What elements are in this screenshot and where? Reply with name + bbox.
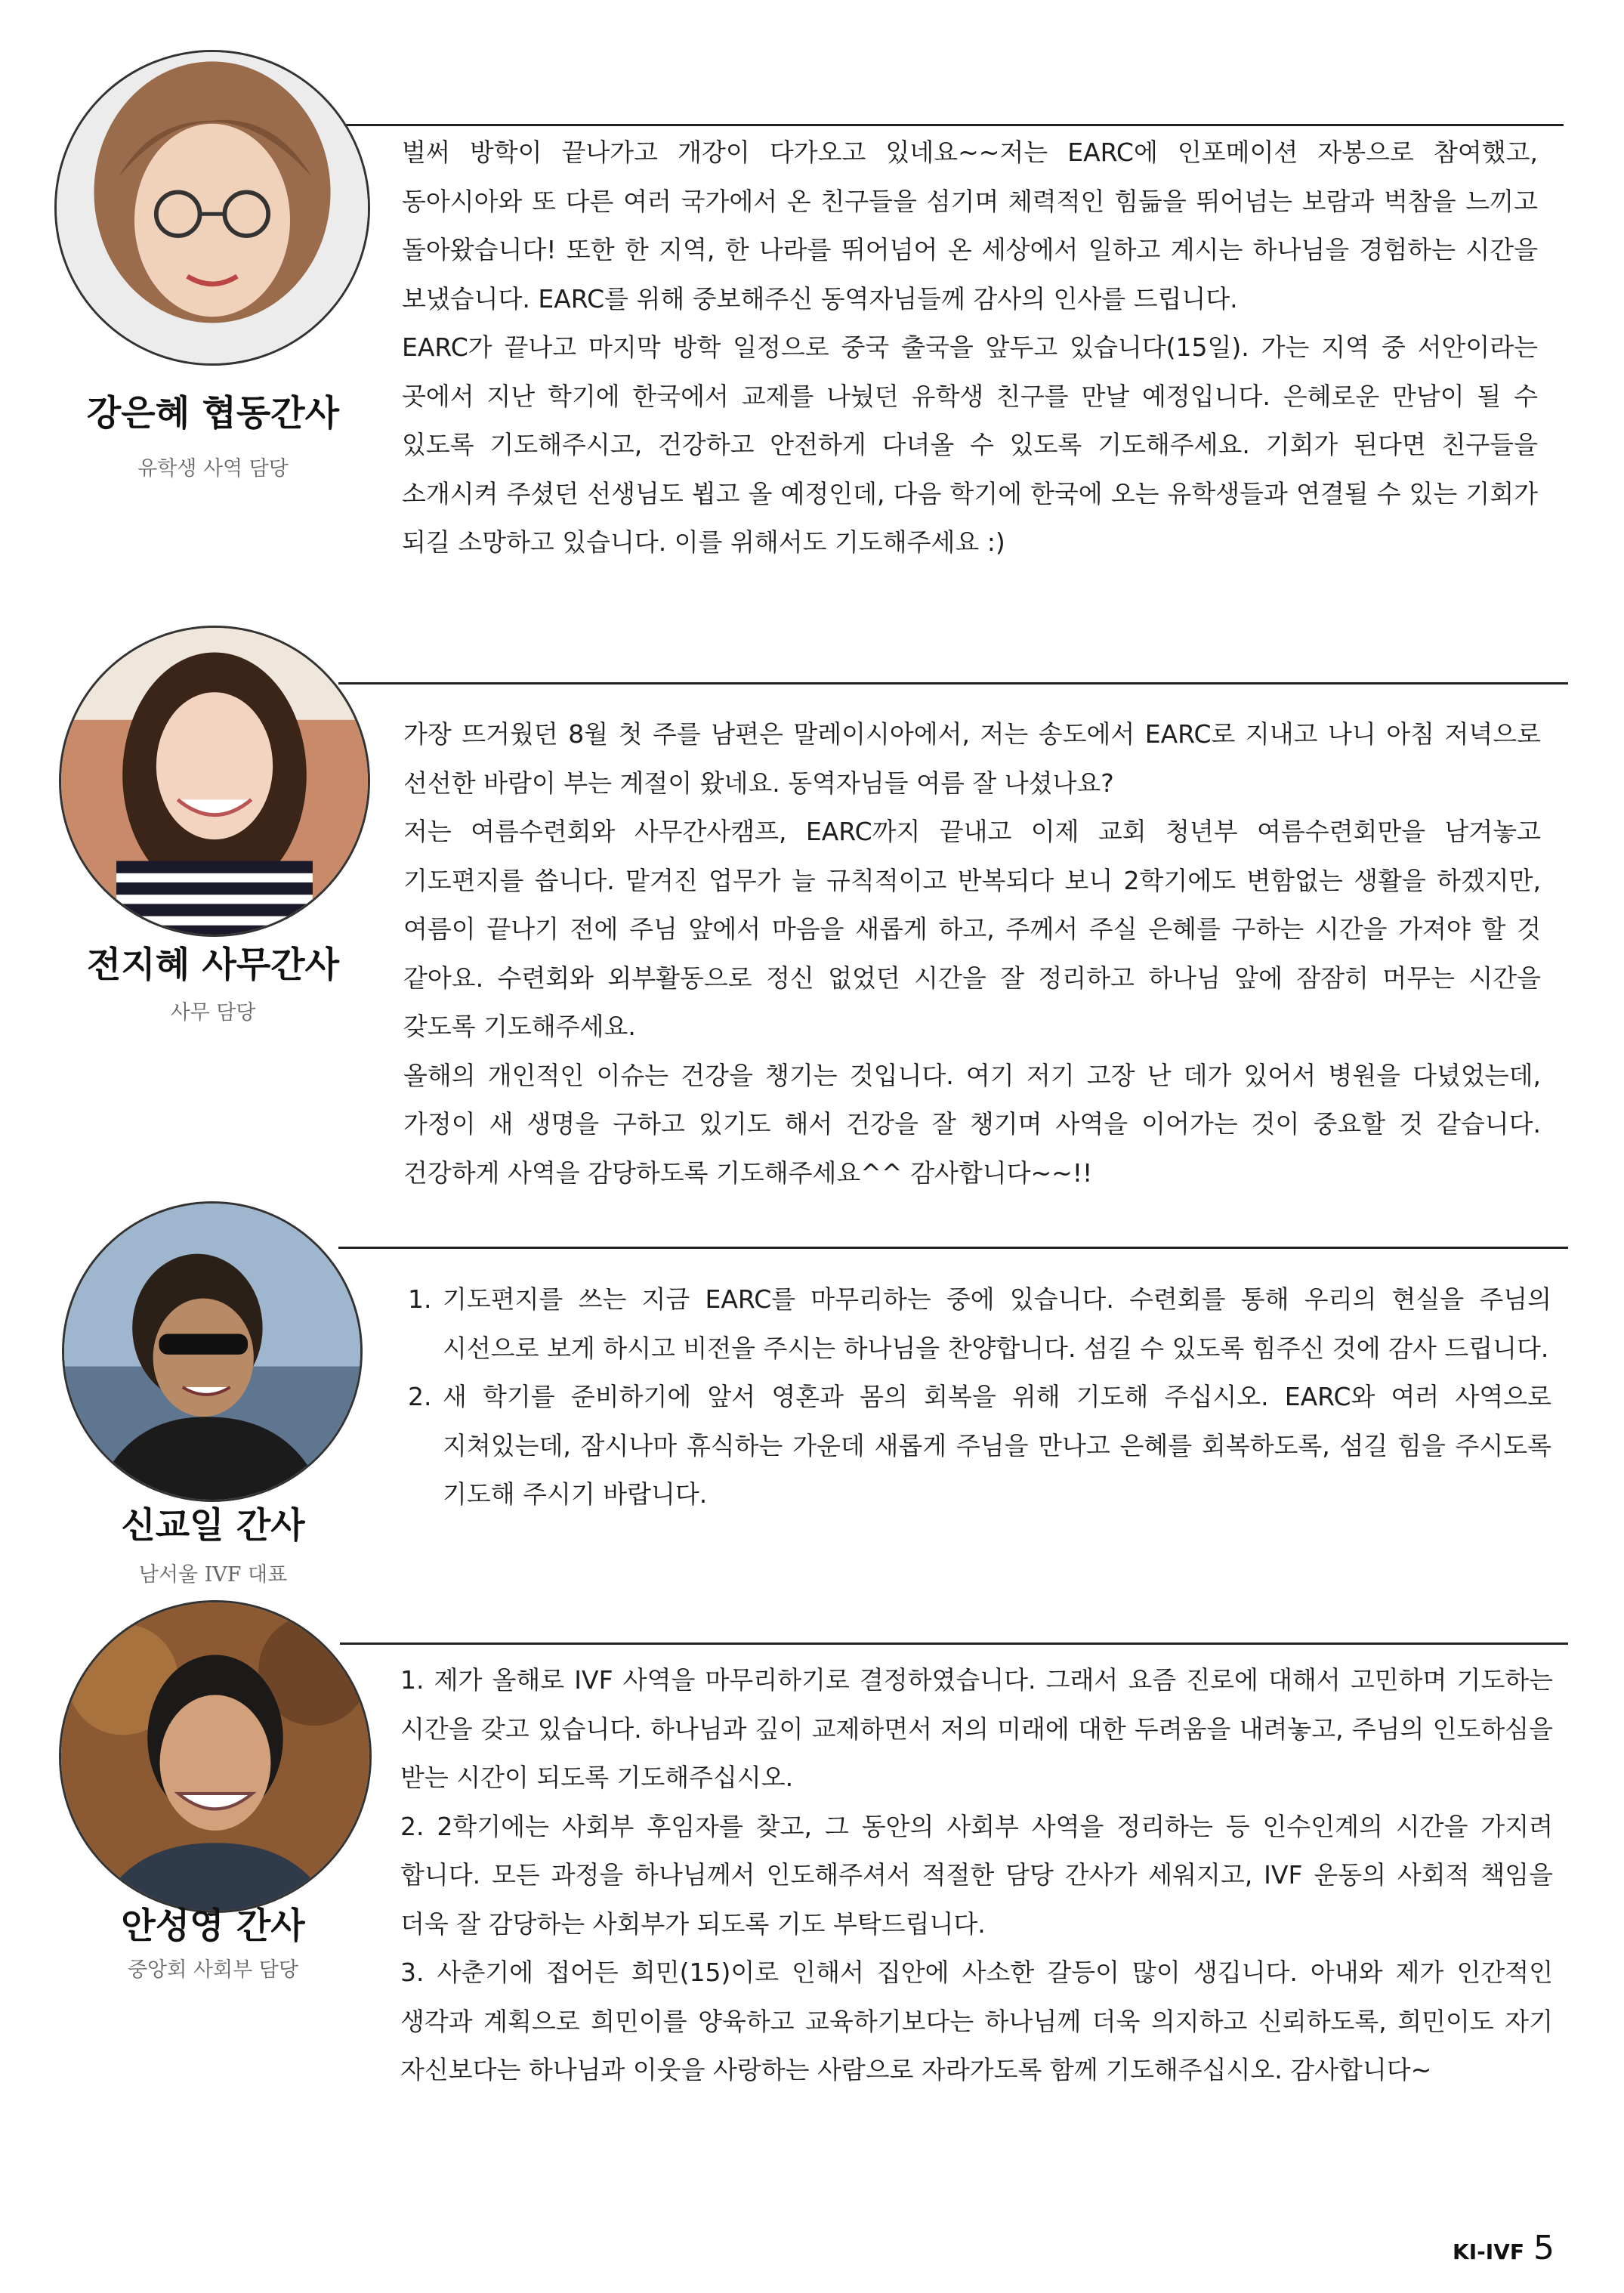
paragraph: 1. 제가 올해로 IVF 사역을 마무리하기로 결정하였습니다. 그래서 요즘 진로에 대해서 고민하며 기도하는 시간을 갖고 있습니다. 하나님과 깊이 교제하면서 저의 미래에 대한 두려움을 내려놓고, 주님의 인도하심을 받는 시간이 되도록 기도해주십시오. bbox=[400, 1665, 1553, 1792]
staff-role: 사무 담당 bbox=[170, 1001, 256, 1024]
staff-name: 강은혜 협동간사 bbox=[86, 393, 340, 434]
letter-body bbox=[403, 710, 1541, 1197]
paragraph: 가장 뜨거웠던 8월 첫 주를 남편은 말레이시아에서, 저는 송도에서 EARC로 지내고 나니 아침 저녁으로 선선한 바람이 부는 계절이 왔네요. 동역자님들 여름 잘 나셨나요? bbox=[403, 719, 1541, 798]
paragraph: 올해의 개인적인 이슈는 건강을 챙기는 것입니다. 여기 저기 고장 난 데가 있어서 병원을 다녔었는데, 가정이 새 생명을 구하고 있기도 해서 건강을 잘 챙기며 사역을 이어가는 것이 중요할 것 같습니다. 건강하게 사역을 감당하도록 기도해주세요^^ 감사합니다~~!! bbox=[403, 1060, 1541, 1188]
staff-role: 남서울 IVF 대표 bbox=[138, 1563, 288, 1587]
page-footer bbox=[1453, 2229, 1555, 2267]
paragraph: 2. 2학기에는 사회부 후임자를 찾고, 그 동안의 사회부 사역을 정리하는 등 인수인계의 시간을 가지려 합니다. 모든 과정을 하나님께서 인도해주셔서 적절한 담당 간사가 세워지고, IVF 운동의 사회적 책임을 더욱 잘 감당하는 사회부가 되도록 기도 부탁드립니다. bbox=[400, 1811, 1553, 1939]
paragraph: EARC가 끝나고 마지막 방학 일정으로 중국 출국을 앞두고 있습니다(15일). 가는 지역 중 서안이라는 곳에서 지난 학기에 한국에서 교제를 나눴던 유학생 친구를 만날 예정입니다. 은혜로운 만남이 될 수 있도록 기도해주시고, 건강하고 안전하게 다녀올 수 있도록 기도해주세요. 기회가 된다면 친구들을 소개시켜 주셨던 선생님도 뵙고 올 예정인데, 다음 학기에 한국에 오는 유학생들과 연결될 수 있는 기회가 되길 소망하고 있습니다. 이를 위해서도 기도해주세요 :) bbox=[402, 332, 1538, 557]
paragraph: 벌써 방학이 끝나가고 개강이 다가오고 있네요~~저는 EARC에 인포메이션 자봉으로 참여했고, 동아시아와 또 다른 여러 국가에서 온 친구들을 섬기며 체력적인 힘듦을 뛰어넘는 보람과 벅참을 느끼고 돌아왔습니다! 또한 한 지역, 한 나라를 뛰어넘어 온 세상에서 일하고 계시는 하나님을 경험하는 시간을 보냈습니다. EARC를 위해 중보해주신 동역자님들께 감사의 인사를 드립니다. bbox=[402, 138, 1538, 314]
letter-body bbox=[403, 1275, 1551, 1519]
footer-brand: KI-IVF bbox=[1453, 2239, 1524, 2264]
paragraph: 3. 사춘기에 접어든 희민(15)이로 인해서 집안에 사소한 갈등이 많이 생깁니다. 아내와 제가 인간적인 생각과 계획으로 희민이를 양육하고 교육하기보다는 하나님께 더욱 의지하고 신뢰하도록, 희민이도 자기 자신보다는 하나님과 이웃을 사랑하는 사람으로 자라가도록 함께 기도해주십시오. 감사합니다~ bbox=[400, 1958, 1553, 2084]
avatar-photo bbox=[59, 626, 370, 937]
staff-role: 중앙회 사회부 담당 bbox=[128, 1958, 298, 1982]
avatar-photo bbox=[62, 1201, 363, 1502]
prayer-item: 2. 새 학기를 준비하기에 앞서 영혼과 몸의 회복을 위해 기도해 주십시오. EARC와 여러 사역으로 지쳐있는데, 잠시나마 휴식하는 가운데 새롭게 주님을 만나고 은혜를 회복하도록, 섬길 힘을 주시도록 기도해 주시기 바랍니다. bbox=[440, 1373, 1551, 1519]
letter-body bbox=[402, 128, 1538, 567]
staff-role: 유학생 사역 담당 bbox=[137, 457, 289, 481]
divider-line bbox=[332, 124, 1564, 126]
divider-line bbox=[340, 1642, 1568, 1645]
staff-name: 신교일 간사 bbox=[121, 1505, 305, 1547]
letter-body bbox=[400, 1656, 1553, 2095]
prayer-item: 1. 기도편지를 쓰는 지금 EARC를 마무리하는 중에 있습니다. 수련회를 통해 우리의 현실을 주님의 시선으로 보게 하시고 비전을 주시는 하나님을 찬양합니다. 섬길 수 있도록 힘주신 것에 감사 드립니다. bbox=[440, 1275, 1551, 1373]
avatar-photo bbox=[59, 1600, 372, 1913]
staff-name: 전지혜 사무간사 bbox=[86, 944, 340, 986]
paragraph: 저는 여름수련회와 사무간사캠프, EARC까지 끝내고 이제 교회 청년부 여름수련회만을 남겨놓고 기도편지를 씁니다. 맡겨진 업무가 늘 규칙적이고 반복되다 보니 2학기에도 변함없는 생활을 하겠지만, 여름이 끝나기 전에 주님 앞에서 마음을 새롭게 하고, 주께서 주실 은혜를 구하는 시간을 가져야 할 것 같아요. 수련회와 외부활동으로 정신 없었던 시간을 잘 정리하고 하나님 앞에 잠잠히 머무는 시간을 갖도록 기도해주세요. bbox=[403, 817, 1541, 1041]
avatar-photo bbox=[54, 50, 370, 366]
staff-name: 안성영 간사 bbox=[121, 1905, 305, 1947]
divider-line bbox=[338, 682, 1568, 685]
page-number: 5 bbox=[1533, 2229, 1555, 2267]
divider-line bbox=[338, 1247, 1568, 1249]
